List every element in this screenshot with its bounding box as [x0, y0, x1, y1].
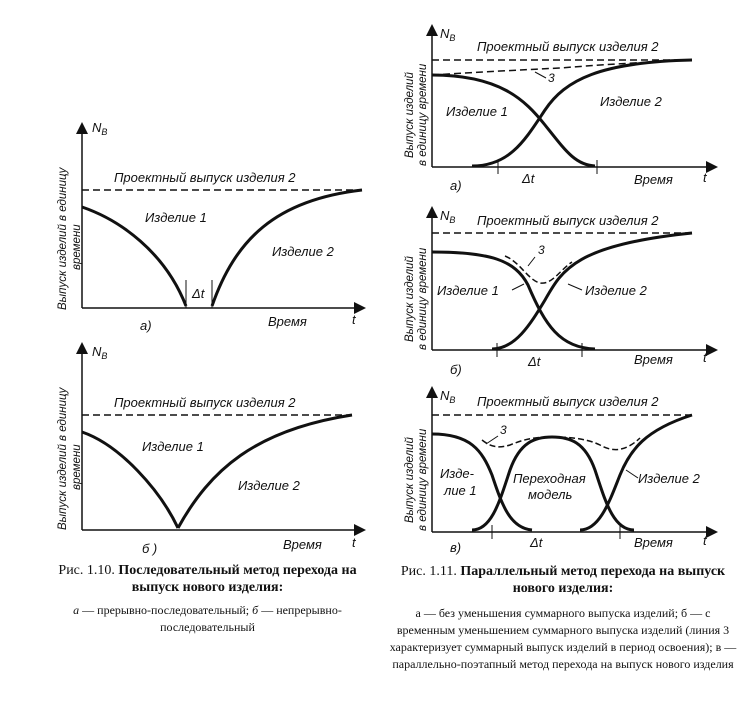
- project-label: Проектный выпуск изделия 2: [114, 395, 296, 410]
- svg-text:Выпуск изделий: Выпуск изделий: [404, 437, 416, 523]
- transition-label-b: модель: [528, 487, 573, 502]
- caption-fig-1-10: [40, 562, 375, 596]
- product1-label-b: лие 1: [444, 483, 477, 498]
- t-label: t: [703, 350, 707, 365]
- svg-text:Выпуск изделий в единицу: Выпуск изделий в единицу: [57, 167, 69, 310]
- caption-title: Параллельный метод перехода на выпуск нового изделия:: [460, 564, 726, 596]
- time-label: Время: [268, 314, 307, 329]
- y-axis-title: [404, 247, 429, 350]
- product2-label: Изделие 2: [238, 478, 300, 493]
- project-label: Проектный выпуск изделия 2: [477, 213, 659, 228]
- product2-curve: [178, 415, 352, 528]
- panel-label: в): [450, 540, 462, 555]
- t-label: t: [703, 170, 707, 185]
- subcaption-b: — непрерывно-последовательный: [160, 603, 342, 634]
- delta-t-label: Δt: [192, 286, 205, 301]
- y-axis-title: [404, 428, 429, 531]
- time-label: Время: [634, 352, 673, 367]
- time-label: Время: [283, 537, 322, 552]
- caption-prefix: Рис. 1.10.: [58, 563, 115, 578]
- panel-label: а): [140, 318, 152, 333]
- subcaption-line2: в — параллельно-поэтапный метод перехода на выпуск нового изделия: [392, 640, 737, 671]
- product2-label: Изделие 2: [600, 94, 662, 109]
- delta-t-label: Δt: [528, 354, 541, 369]
- panel-label: а): [450, 178, 462, 193]
- subcaption-a-letter: а: [73, 603, 80, 617]
- y-axis-title: [57, 166, 83, 310]
- nb-label: $N_B$: [440, 208, 456, 225]
- time-label: Время: [634, 535, 673, 550]
- line3-leader: [486, 436, 498, 444]
- product1-label: Изделие 1: [145, 210, 207, 225]
- line3-label: 3: [548, 71, 555, 85]
- product2-label: Изделие 2: [638, 471, 700, 486]
- product2-leader: [568, 284, 582, 290]
- product2-label: Изделие 2: [585, 283, 647, 298]
- project-label: Проектный выпуск изделия 2: [114, 170, 296, 185]
- delta-t-label: Δt: [530, 535, 543, 550]
- nb-label: $N_B$: [440, 388, 456, 405]
- transition-label-a: Переходная: [513, 471, 586, 486]
- chart-1-11-c: [404, 388, 712, 555]
- chart-1-10-a: [57, 120, 362, 333]
- chart-1-11-a: [404, 26, 712, 193]
- t-label: t: [703, 533, 707, 548]
- svg-text:в единицу времени: в единицу времени: [417, 63, 429, 166]
- t-label: t: [352, 535, 356, 550]
- svg-text:в единицу времени: в единицу времени: [417, 247, 429, 350]
- chart-1-11-b: [404, 208, 712, 377]
- product1-label: Изделие 1: [142, 439, 204, 454]
- subcaption-line1: а — без уменьшения суммарного выпуска изделий; б — с временным уменьшением суммарного выпуска изделий (линия 3 характеризует суммарный выпуск изделий в период освоения);: [389, 606, 730, 654]
- product2-label: Изделие 2: [272, 244, 334, 259]
- svg-text:Выпуск изделий: Выпуск изделий: [404, 256, 416, 342]
- panel-label: б ): [142, 541, 158, 556]
- caption-prefix: Рис. 1.11.: [400, 564, 457, 579]
- t-label: t: [352, 312, 356, 327]
- line3-label: 3: [538, 243, 545, 257]
- svg-text:Выпуск изделий: Выпуск изделий: [404, 72, 416, 158]
- caption-fig-1-11: [388, 563, 738, 597]
- project-label: Проектный выпуск изделия 2: [477, 39, 659, 54]
- svg-text:времени: времени: [71, 444, 83, 490]
- time-label: Время: [634, 172, 673, 187]
- nb-label: $N_B$: [92, 120, 108, 137]
- subcaption-fig-1-11: [385, 605, 741, 673]
- nb-label: $N_B$: [440, 26, 456, 43]
- product1-label: Изделие 1: [437, 283, 499, 298]
- chart-1-10-b: [57, 344, 360, 556]
- subcaption-a: — прерывно-последовательный;: [82, 603, 250, 617]
- svg-text:в единицу времени: в единицу времени: [417, 428, 429, 531]
- svg-text:времени: времени: [71, 224, 83, 270]
- delta-t-label: Δt: [522, 171, 535, 186]
- line3-leader: [535, 72, 546, 78]
- svg-text:Выпуск изделий в единицу: Выпуск изделий в единицу: [57, 387, 69, 530]
- nb-label: $N_B$: [92, 344, 108, 361]
- y-axis-title: [404, 63, 429, 166]
- project-label: Проектный выпуск изделия 2: [477, 394, 659, 409]
- caption-title: Последовательный метод перехода на выпуск нового изделия:: [118, 563, 357, 595]
- subcaption-fig-1-10: [40, 602, 375, 636]
- product1-label: Изделие 1: [446, 104, 508, 119]
- product1-label-a: Изде-: [440, 466, 474, 481]
- subcaption-b-letter: б: [252, 603, 259, 617]
- line3-leader: [528, 257, 535, 266]
- line3-label: 3: [500, 423, 507, 437]
- y-axis-title: [57, 386, 83, 530]
- product1-leader: [512, 284, 524, 290]
- product2-leader: [626, 470, 638, 478]
- panel-label: б): [450, 362, 462, 377]
